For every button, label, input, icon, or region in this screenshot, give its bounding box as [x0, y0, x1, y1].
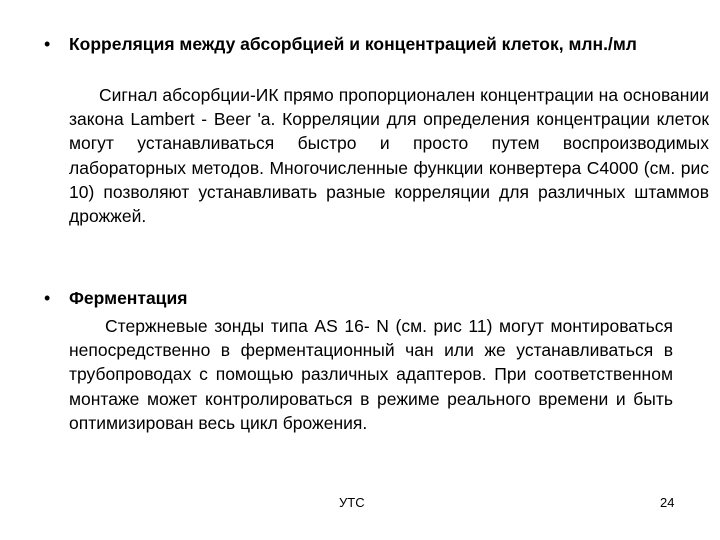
bullet-marker: • [44, 288, 51, 308]
footer-center-text: УТС [339, 495, 365, 510]
section-body: Сигнал абсорбции-ИК прямо пропорционален концентрации на основании закона Lambert - Beer 'a. Корреляции для определения концентрации клеток могут устанавливаться быстро и просто путем воспроизводимых лабораторных методов. Многочисленные функции конвертера С4000 (см. рис 10) позволяют устанавливать разные корреляции для различных штаммов дрожжей. [69, 85, 709, 227]
section-body: Стержневые зонды типа AS 16- N (см. рис 11) могут монтироваться непосредственно в ферментационный чан или же устанавливаться в трубопроводах с помощью различных адаптеров. При соответственном монтаже может контролироваться в режиме реального времени и быть оптимизирован весь цикл брожения. [69, 316, 673, 433]
page-number: 24 [660, 495, 675, 510]
section-title: Ферментация [69, 288, 188, 308]
section-title: Корреляция между абсорбцией и концентрацией клеток, млн./мл [69, 34, 637, 54]
bullet-marker: • [44, 34, 51, 54]
